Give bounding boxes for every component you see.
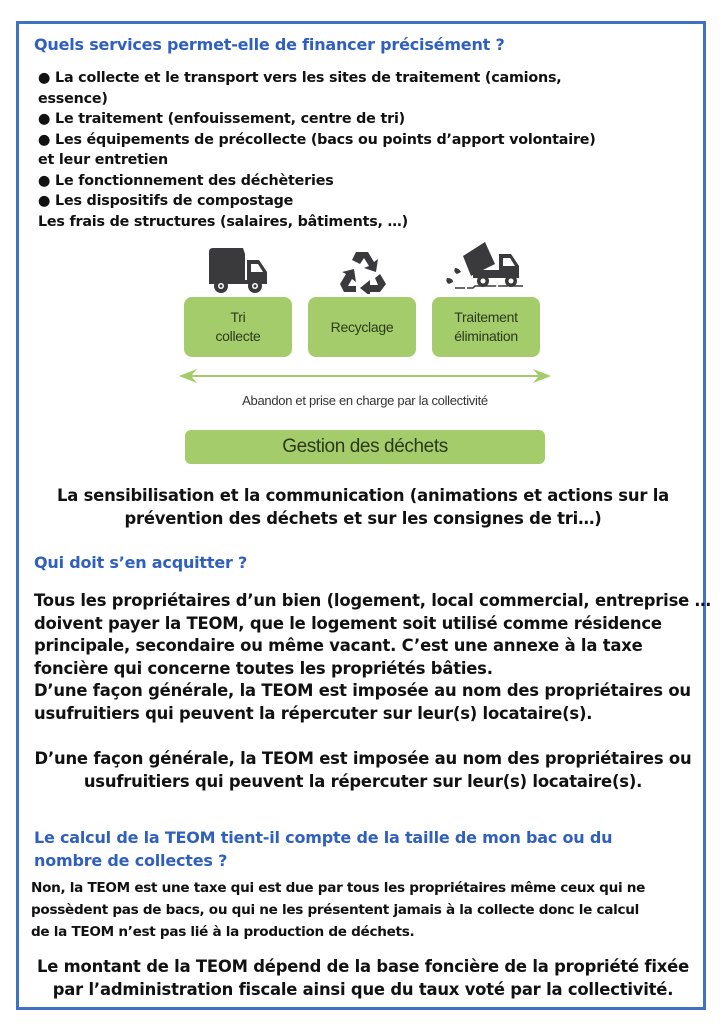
- box-label: Tri: [230, 309, 246, 325]
- box-label: Traitement: [454, 309, 518, 325]
- text-line: par l’administration fiscale ainsi que du taux voté par la collectivité.: [52, 979, 674, 999]
- box-label: élimination: [454, 328, 518, 344]
- montant-paragraph: [20, 956, 706, 1001]
- imposition-paragraph: [20, 748, 706, 793]
- text-line: Le montant de la TEOM dépend de la base foncière de la propriété fixée: [37, 957, 689, 976]
- list-item: Les frais de structures (salaires, bâtiments, …): [38, 213, 408, 230]
- dump-truck-icon: [443, 240, 525, 296]
- section-heading-calcul: [34, 826, 612, 872]
- recycle-icon: [338, 248, 388, 294]
- waste-management-diagram: [175, 240, 555, 470]
- diagram-caption: Abandon et prise en charge par la collectivité: [242, 393, 488, 408]
- section-heading-services: Quels services permet-elle de financer précisément ?: [34, 35, 505, 54]
- gestion-dechets-bar: Gestion des déchets: [185, 430, 545, 464]
- list-item: ● Les équipements de précollecte (bacs ou points d’apport volontaire): [38, 131, 596, 148]
- traitement-box: [432, 297, 540, 357]
- truck-icon: [205, 244, 271, 294]
- list-item: ● La collecte et le transport vers les sites de traitement (camions,: [38, 70, 562, 86]
- text-line: Non, la TEOM est une taxe qui est due par tous les propriétaires même ceux qui ne: [31, 880, 646, 896]
- list-item: ● Le traitement (enfouissement, centre de tri): [38, 111, 405, 127]
- services-list: [38, 68, 596, 232]
- list-item: ● Le fonctionnement des déchèteries: [38, 172, 334, 189]
- proprietaires-paragraph: [34, 590, 711, 725]
- box-label: Recyclage: [330, 318, 394, 335]
- text-line: usufruitiers qui peuvent la répercuter sur leur(s) locataire(s).: [34, 703, 593, 723]
- text-line: La sensibilisation et la communication (animations et actions sur la: [56, 486, 669, 505]
- section-heading-acquitter: Qui doit s’en acquitter ?: [34, 553, 248, 572]
- calcul-paragraph: [31, 877, 645, 943]
- text-line: foncière qui concerne toutes les propriétés bâties.: [34, 658, 493, 678]
- text-line: possèdent pas de bacs, ou qui ne les présentent jamais à la collecte donc le calcul: [31, 902, 639, 918]
- double-arrow-line: [185, 375, 545, 377]
- list-item: ● Les dispositifs de compostage: [38, 193, 294, 209]
- text-line: de la TEOM n’est pas lié à la production de déchets.: [31, 924, 415, 940]
- arrow-right-icon: [533, 369, 551, 383]
- text-line: usufruitiers qui peuvent la répercuter sur leur(s) locataire(s).: [83, 771, 643, 791]
- text-line: doivent payer la TEOM, que le logement soit utilisé comme résidence: [34, 613, 662, 633]
- text-line: Tous les propriétaires d’un bien (logement, local commercial, entreprise …: [34, 591, 711, 610]
- recyclage-box: [308, 297, 416, 357]
- heading-line: nombre de collectes ?: [34, 851, 228, 870]
- text-line: prévention des déchets et sur les consignes de tri…): [124, 508, 602, 528]
- list-item: et leur entretien: [38, 152, 168, 168]
- text-line: D’une façon générale, la TEOM est imposée au nom des propriétaires ou: [34, 681, 691, 700]
- box-label: collecte: [215, 328, 261, 344]
- text-line: D’une façon générale, la TEOM est imposée au nom des propriétaires ou: [34, 749, 692, 768]
- arrow-left-icon: [179, 369, 197, 383]
- sensibilisation-paragraph: [20, 485, 706, 530]
- tri-collecte-box: [184, 297, 292, 357]
- list-item: essence): [38, 90, 108, 107]
- heading-line: Le calcul de la TEOM tient-il compte de la taille de mon bac ou du: [34, 828, 613, 847]
- text-line: principale, secondaire ou même vacant. C’est une annexe à la taxe: [34, 636, 643, 655]
